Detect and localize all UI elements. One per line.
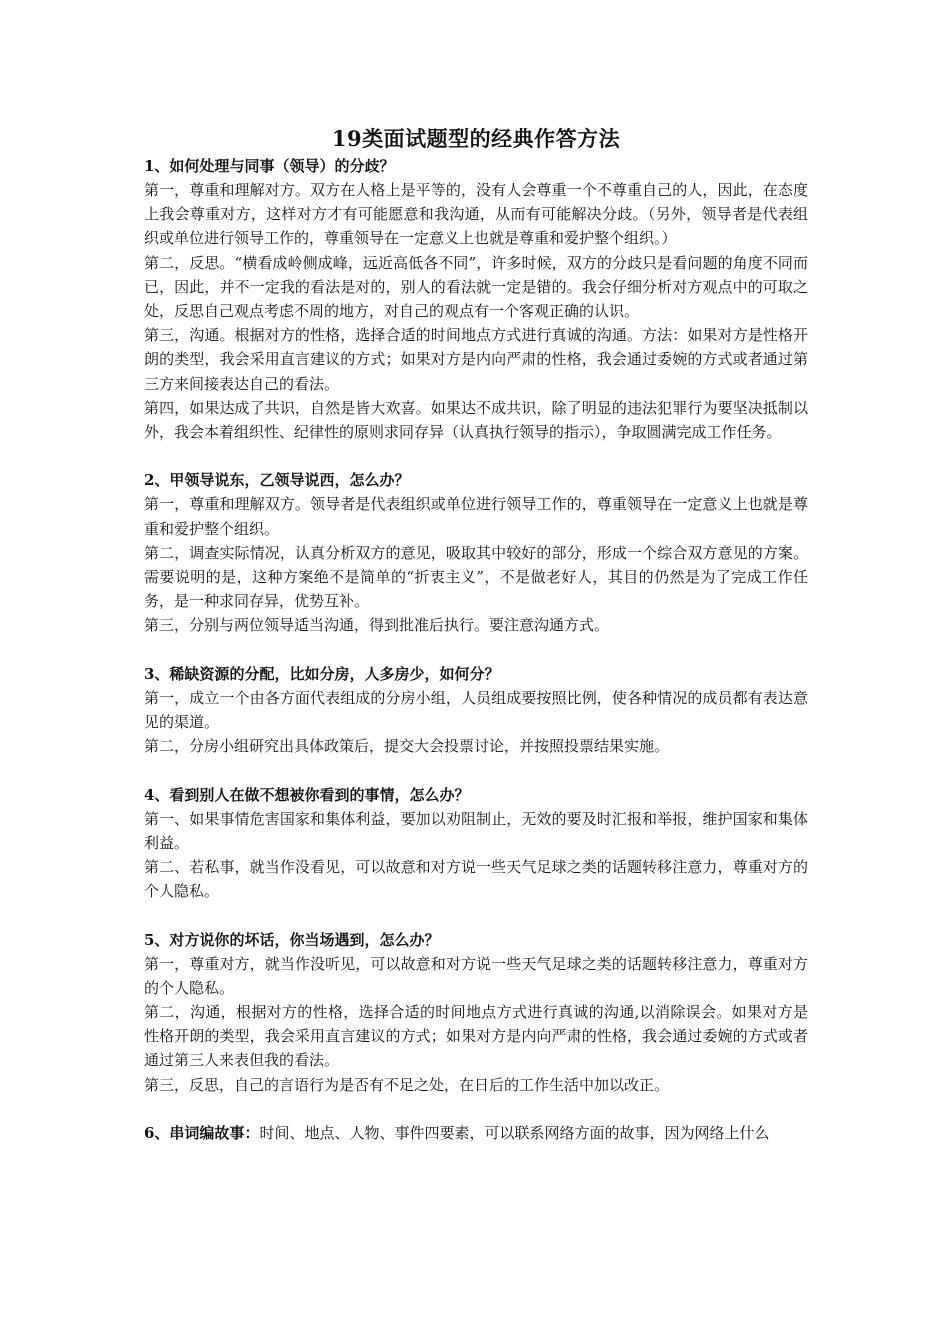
section-2 bbox=[144, 468, 808, 637]
question-heading: 3、稀缺资源的分配，比如分房，人多房少，如何分？ bbox=[144, 664, 500, 683]
question-heading: 6、串词编故事： bbox=[144, 1124, 260, 1143]
paragraph: 第四，如果达成了共识，自然是皆大欢喜。如果达不成共识，除了明显的违法犯罪行为要坚决抵制以外，我会本着组织性、纪律性的原则求同存异（认真执行领导的指示），争取圆满完成工作任务。 bbox=[144, 398, 808, 442]
section-1 bbox=[144, 154, 808, 444]
paragraph: 第一，尊重对方，就当作没听见，可以故意和对方说一些天气足球之类的话题转移注意力，尊重对方的个人隐私。 bbox=[144, 954, 808, 997]
paragraph-text: 时间、地点、人物、事件四要素，可以联系网络方面的故事，因为网络上什么 bbox=[259, 1124, 770, 1143]
paragraph: 第一，尊重和理解对方。双方在人格上是平等的，没有人会尊重一个不尊重自己的人，因此，在态度上我会尊重对方，这样对方才有可能愿意和我沟通，从而有可能解决分歧。（另外，领导者是代表组织或单位进行领导工作的，尊重领导在一定意义上也就是尊重和爱护整个组织。） bbox=[144, 181, 808, 248]
paragraph: 第三，反思，自己的言语行为是否有不足之处，在日后的工作生活中加以改正。 bbox=[144, 1075, 670, 1094]
blank-line bbox=[144, 444, 808, 468]
question-heading: 5、对方说你的坏话，你当场遇到，怎么办？ bbox=[144, 930, 440, 949]
paragraph: 第二，调查实际情况，认真分析双方的意见，吸取其中较好的部分，形成一个综合双方意见的方案。需要说明的是，这种方案绝不是简单的“折衷主义”，不是做老好人，其目的仍然是为了完成工作任务，是一种求同存异，优势互补。 bbox=[144, 543, 808, 611]
section-6 bbox=[144, 1121, 808, 1145]
section-3 bbox=[144, 662, 808, 759]
document-page bbox=[144, 124, 808, 1145]
question-heading: 2、甲领导说东，乙领导说西，怎么办？ bbox=[144, 471, 410, 490]
paragraph: 第一，成立一个由各方面代表组成的分房小组，人员组成要按照比例，使各种情况的成员都有表达意见的渠道。 bbox=[144, 688, 808, 732]
blank-line bbox=[144, 758, 808, 782]
blank-line bbox=[144, 638, 808, 662]
blank-line bbox=[144, 903, 808, 927]
paragraph: 第三，分别与两位领导适当沟通，得到批准后执行。要注意沟通方式。 bbox=[144, 616, 610, 635]
document-title: 19类面试题型的经典作答方法 bbox=[331, 126, 621, 151]
paragraph bbox=[144, 1121, 808, 1145]
paragraph: 第二、若私事，就当作没看见，可以故意和对方说一些天气足球之类的话题转移注意力，尊重对方的个人隐私。 bbox=[144, 858, 808, 901]
paragraph: 第二，分房小组研究出具体政策后，提交大会投票讨论，并按照投票结果实施。 bbox=[144, 737, 670, 756]
question-heading: 1、如何处理与同事（领导）的分歧？ bbox=[144, 157, 395, 175]
paragraph: 第一，尊重和理解双方。领导者是代表组织或单位进行领导工作的，尊重领导在一定意义上也就是尊重和爱护整个组织。 bbox=[144, 495, 808, 538]
blank-line bbox=[144, 1097, 808, 1121]
section-4 bbox=[144, 783, 808, 904]
question-heading: 4、看到别人在做不想被你看到的事情，怎么办？ bbox=[144, 785, 470, 804]
paragraph: 第一、如果事情危害国家和集体利益，要加以劝阻制止，无效的要及时汇报和举报，维护国家和集体利益。 bbox=[144, 809, 808, 852]
paragraph: 第三，沟通。根据对方的性格，选择合适的时间地点方式进行真诚的沟通。方法：如果对方是性格开朗的类型，我会采用直言建议的方式；如果对方是内向严肃的性格，我会通过委婉的方式或者通过第三方来间接表达自己的看法。 bbox=[144, 326, 808, 393]
paragraph: 第二，沟通，根据对方的性格，选择合适的时间地点方式进行真诚的沟通,以消除误会。如果对方是性格开朗的类型，我会采用直言建议的方式；如果对方是内向严肃的性格，我会通过委婉的方式或者通过第三人来表但我的看法。 bbox=[144, 1003, 808, 1070]
section-5 bbox=[144, 928, 808, 1097]
paragraph: 第二，反思。“横看成岭侧成峰，远近高低各不同”，许多时候，双方的分歧只是看问题的角度不同而已，因此，并不一定我的看法是对的，别人的看法就一定是错的。我会仔细分析对方观点中的可取之处，反思自己观点考虑不周的地方，对自己的观点有一个客观正确的认识。 bbox=[144, 253, 808, 321]
